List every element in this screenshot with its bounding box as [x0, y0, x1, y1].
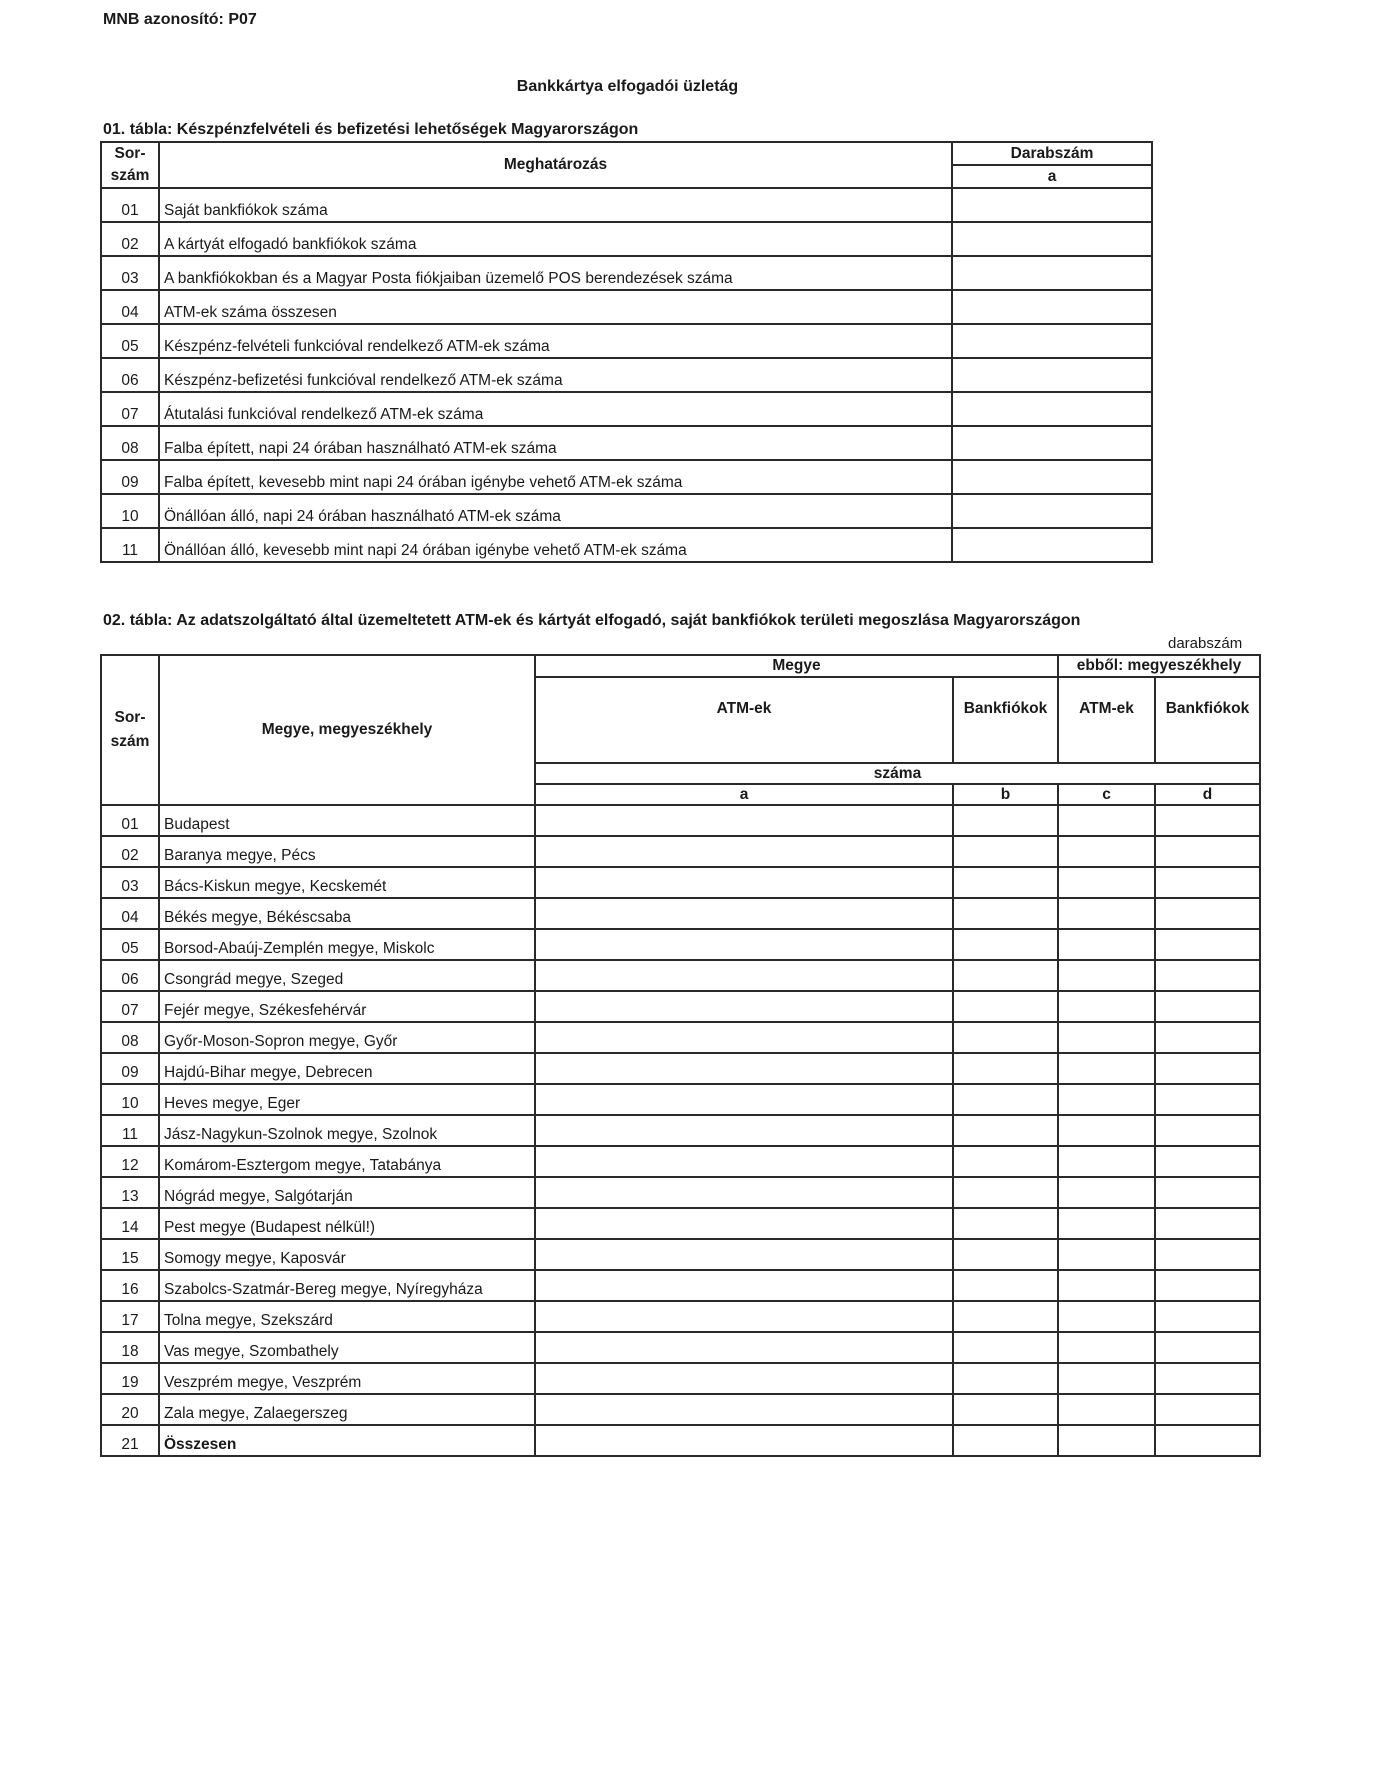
input-cell-b[interactable]	[953, 1208, 1058, 1239]
input-cell-d[interactable]	[1155, 1022, 1260, 1053]
input-cell-d[interactable]	[1155, 898, 1260, 929]
input-cell-b[interactable]	[953, 1115, 1058, 1146]
input-cell-b[interactable]	[953, 991, 1058, 1022]
row-number: 03	[101, 256, 159, 290]
table-row	[101, 1270, 1260, 1301]
input-cell-c[interactable]	[1058, 1363, 1155, 1394]
table-row	[101, 929, 1260, 960]
input-cell-c[interactable]	[1058, 867, 1155, 898]
input-cell-a[interactable]	[535, 1301, 953, 1332]
input-cell-a[interactable]	[535, 867, 953, 898]
row-label: ATM-ek száma összesen	[159, 290, 952, 324]
table-row	[101, 222, 1152, 256]
input-cell-b[interactable]	[953, 1239, 1058, 1270]
row-number: 10	[101, 494, 159, 528]
row-number: 20	[101, 1394, 159, 1425]
input-cell-a[interactable]	[535, 1146, 953, 1177]
input-cell-b[interactable]	[953, 898, 1058, 929]
table-row	[101, 392, 1152, 426]
input-cell-c[interactable]	[1058, 898, 1155, 929]
row-number: 21	[101, 1425, 159, 1456]
t2-col-b-header: b	[953, 784, 1058, 805]
row-number: 05	[101, 929, 159, 960]
input-cell-darabszam[interactable]	[952, 256, 1152, 290]
input-cell-c[interactable]	[1058, 991, 1155, 1022]
table-row	[101, 1332, 1260, 1363]
t2-col-ebbol-header: ebből: megyeszékhely	[1058, 655, 1260, 677]
col-darabszam-header: Darabszám	[952, 142, 1152, 165]
input-cell-d[interactable]	[1155, 1301, 1260, 1332]
table-row	[101, 1363, 1260, 1394]
institution-id: MNB azonosító: P07	[103, 11, 257, 28]
table-row	[101, 1177, 1260, 1208]
t2-col-atm-header: ATM-ek	[535, 677, 953, 763]
input-cell-b[interactable]	[953, 960, 1058, 991]
table-row	[101, 528, 1152, 562]
row-label: A kártyát elfogadó bankfiókok száma	[159, 222, 952, 256]
input-cell-d[interactable]	[1155, 805, 1260, 836]
input-cell-c[interactable]	[1058, 1270, 1155, 1301]
t2-col-sorszam-header	[101, 655, 159, 805]
table-row	[101, 1053, 1260, 1084]
input-cell-a[interactable]	[535, 1115, 953, 1146]
row-label: Tolna megye, Szekszárd	[159, 1301, 535, 1332]
row-number: 06	[101, 358, 159, 392]
table-row	[101, 1146, 1260, 1177]
row-label: Falba épített, kevesebb mint napi 24 órában igénybe vehető ATM-ek száma	[159, 460, 952, 494]
row-number: 03	[101, 867, 159, 898]
t2-col-bankfiok2-header: Bankfiókok	[1155, 677, 1260, 763]
input-cell-d[interactable]	[1155, 867, 1260, 898]
t2-col-sor-text: Sor-	[114, 709, 146, 726]
row-number: 04	[101, 290, 159, 324]
input-cell-a[interactable]	[535, 1394, 953, 1425]
table2-title: 02. tábla: Az adatszolgáltató által üzemeltetett ATM-ek és kártyát elfogadó, saját bankfiókok területi megoszlása Magyarországon	[103, 612, 1081, 629]
t2-col-atm2-header: ATM-ek	[1058, 677, 1155, 763]
row-label: Baranya megye, Pécs	[159, 836, 535, 867]
table-row	[101, 1425, 1260, 1456]
input-cell-a[interactable]	[535, 1270, 953, 1301]
table-row	[101, 1022, 1260, 1053]
row-number: 07	[101, 392, 159, 426]
row-label: Készpénz-felvételi funkcióval rendelkező ATM-ek száma	[159, 324, 952, 358]
row-number: 07	[101, 991, 159, 1022]
input-cell-c[interactable]	[1058, 1208, 1155, 1239]
row-number: 02	[101, 836, 159, 867]
input-cell-a[interactable]	[535, 836, 953, 867]
row-number: 08	[101, 1022, 159, 1053]
row-number: 02	[101, 222, 159, 256]
input-cell-d[interactable]	[1155, 929, 1260, 960]
input-cell-a[interactable]	[535, 991, 953, 1022]
table-row	[101, 898, 1260, 929]
input-cell-d[interactable]	[1155, 1208, 1260, 1239]
row-number: 06	[101, 960, 159, 991]
row-label: Pest megye (Budapest nélkül!)	[159, 1208, 535, 1239]
table-row	[101, 188, 1152, 222]
row-label: Önállóan álló, napi 24 órában használható ATM-ek száma	[159, 494, 952, 528]
table-row	[101, 867, 1260, 898]
input-cell-b[interactable]	[953, 1332, 1058, 1363]
row-label: Győr-Moson-Sopron megye, Győr	[159, 1022, 535, 1053]
input-cell-c[interactable]	[1058, 1239, 1155, 1270]
table-row	[101, 460, 1152, 494]
input-cell-c[interactable]	[1058, 1394, 1155, 1425]
input-cell-darabszam[interactable]	[952, 528, 1152, 562]
row-number: 12	[101, 1146, 159, 1177]
table-row	[101, 358, 1152, 392]
row-label: Falba épített, napi 24 órában használható ATM-ek száma	[159, 426, 952, 460]
row-label: Készpénz-befizetési funkcióval rendelkező ATM-ek száma	[159, 358, 952, 392]
input-cell-c[interactable]	[1058, 836, 1155, 867]
table-row	[101, 1239, 1260, 1270]
t2-col-megye-header: Megye	[535, 655, 1058, 677]
table2	[100, 654, 1261, 1457]
row-label: Nógrád megye, Salgótarján	[159, 1177, 535, 1208]
input-cell-b[interactable]	[953, 1394, 1058, 1425]
input-cell-c[interactable]	[1058, 1146, 1155, 1177]
input-cell-darabszam[interactable]	[952, 392, 1152, 426]
input-cell-d[interactable]	[1155, 1425, 1260, 1456]
input-cell-d[interactable]	[1155, 1053, 1260, 1084]
table-row	[101, 805, 1260, 836]
table-row	[101, 494, 1152, 528]
row-label: A bankfiókokban és a Magyar Posta fiókjaiban üzemelő POS berendezések száma	[159, 256, 952, 290]
row-number: 13	[101, 1177, 159, 1208]
document-title: Bankkártya elfogadói üzletág	[516, 78, 739, 95]
row-number: 15	[101, 1239, 159, 1270]
input-cell-a[interactable]	[535, 1332, 953, 1363]
input-cell-darabszam[interactable]	[952, 324, 1152, 358]
row-number: 16	[101, 1270, 159, 1301]
row-label: Fejér megye, Székesfehérvár	[159, 991, 535, 1022]
col-a-header: a	[952, 165, 1152, 188]
row-label: Békés megye, Békéscsaba	[159, 898, 535, 929]
table-row	[101, 1084, 1260, 1115]
table-row	[101, 1115, 1260, 1146]
input-cell-a[interactable]	[535, 1363, 953, 1394]
input-cell-c[interactable]	[1058, 960, 1155, 991]
input-cell-d[interactable]	[1155, 1270, 1260, 1301]
input-cell-d[interactable]	[1155, 1394, 1260, 1425]
row-label: Átutalási funkcióval rendelkező ATM-ek száma	[159, 392, 952, 426]
row-label: Vas megye, Szombathely	[159, 1332, 535, 1363]
input-cell-d[interactable]	[1155, 1332, 1260, 1363]
table-row	[101, 1394, 1260, 1425]
input-cell-b[interactable]	[953, 929, 1058, 960]
row-label: Budapest	[159, 805, 535, 836]
input-cell-b[interactable]	[953, 1270, 1058, 1301]
input-cell-darabszam[interactable]	[952, 222, 1152, 256]
input-cell-a[interactable]	[535, 929, 953, 960]
row-number: 11	[101, 1115, 159, 1146]
row-label: Jász-Nagykun-Szolnok megye, Szolnok	[159, 1115, 535, 1146]
row-number: 18	[101, 1332, 159, 1363]
input-cell-a[interactable]	[535, 1177, 953, 1208]
t2-col-c-header: c	[1058, 784, 1155, 805]
table-row	[101, 960, 1260, 991]
input-cell-darabszam[interactable]	[952, 290, 1152, 324]
input-cell-darabszam[interactable]	[952, 460, 1152, 494]
input-cell-b[interactable]	[953, 805, 1058, 836]
input-cell-c[interactable]	[1058, 1115, 1155, 1146]
input-cell-b[interactable]	[953, 1177, 1058, 1208]
row-number: 19	[101, 1363, 159, 1394]
col-szam-text: szám	[110, 167, 150, 184]
input-cell-a[interactable]	[535, 1425, 953, 1456]
table1-body	[101, 188, 1152, 562]
input-cell-b[interactable]	[953, 1363, 1058, 1394]
input-cell-c[interactable]	[1058, 1022, 1155, 1053]
input-cell-d[interactable]	[1155, 1177, 1260, 1208]
table-row	[101, 426, 1152, 460]
table2-body	[101, 805, 1260, 1456]
row-number: 01	[101, 188, 159, 222]
row-label: Szabolcs-Szatmár-Bereg megye, Nyíregyháza	[159, 1270, 535, 1301]
row-number: 04	[101, 898, 159, 929]
row-number: 14	[101, 1208, 159, 1239]
t2-col-d-header: d	[1155, 784, 1260, 805]
row-label: Csongrád megye, Szeged	[159, 960, 535, 991]
t2-col-szama-header: száma	[535, 763, 1260, 784]
input-cell-c[interactable]	[1058, 805, 1155, 836]
table1-title: 01. tábla: Készpénzfelvételi és befizetési lehetőségek Magyarországon	[103, 121, 639, 138]
row-label: Összesen	[159, 1425, 535, 1456]
table-row	[101, 1208, 1260, 1239]
table-row	[101, 836, 1260, 867]
input-cell-a[interactable]	[535, 898, 953, 929]
input-cell-d[interactable]	[1155, 991, 1260, 1022]
row-label: Önállóan álló, kevesebb mint napi 24 órában igénybe vehető ATM-ek száma	[159, 528, 952, 562]
input-cell-a[interactable]	[535, 1053, 953, 1084]
input-cell-d[interactable]	[1155, 1084, 1260, 1115]
input-cell-c[interactable]	[1058, 929, 1155, 960]
input-cell-darabszam[interactable]	[952, 494, 1152, 528]
input-cell-b[interactable]	[953, 1084, 1058, 1115]
col-sorszam-header	[101, 142, 159, 188]
input-cell-c[interactable]	[1058, 1425, 1155, 1456]
t2-col-a-header: a	[535, 784, 953, 805]
row-number: 09	[101, 460, 159, 494]
input-cell-a[interactable]	[535, 1084, 953, 1115]
table-row	[101, 1301, 1260, 1332]
row-number: 09	[101, 1053, 159, 1084]
input-cell-d[interactable]	[1155, 1239, 1260, 1270]
table-row	[101, 991, 1260, 1022]
row-label: Bács-Kiskun megye, Kecskemét	[159, 867, 535, 898]
input-cell-b[interactable]	[953, 1053, 1058, 1084]
input-cell-d[interactable]	[1155, 960, 1260, 991]
t2-col-szam-text: szám	[110, 733, 150, 750]
row-label: Heves megye, Eger	[159, 1084, 535, 1115]
row-label: Komárom-Esztergom megye, Tatabánya	[159, 1146, 535, 1177]
row-number: 08	[101, 426, 159, 460]
row-label: Hajdú-Bihar megye, Debrecen	[159, 1053, 535, 1084]
input-cell-b[interactable]	[953, 1301, 1058, 1332]
input-cell-b[interactable]	[953, 1022, 1058, 1053]
input-cell-c[interactable]	[1058, 1053, 1155, 1084]
input-cell-a[interactable]	[535, 1208, 953, 1239]
row-number: 17	[101, 1301, 159, 1332]
input-cell-d[interactable]	[1155, 1146, 1260, 1177]
row-label: Somogy megye, Kaposvár	[159, 1239, 535, 1270]
input-cell-darabszam[interactable]	[952, 358, 1152, 392]
input-cell-b[interactable]	[953, 1425, 1058, 1456]
row-number: 05	[101, 324, 159, 358]
t2-col-bankfiok-header: Bankfiókok	[953, 677, 1058, 763]
input-cell-c[interactable]	[1058, 1177, 1155, 1208]
table-row	[101, 290, 1152, 324]
input-cell-b[interactable]	[953, 836, 1058, 867]
input-cell-c[interactable]	[1058, 1301, 1155, 1332]
col-sor-text: Sor-	[114, 145, 146, 162]
row-number: 11	[101, 528, 159, 562]
row-label: Veszprém megye, Veszprém	[159, 1363, 535, 1394]
input-cell-c[interactable]	[1058, 1084, 1155, 1115]
input-cell-d[interactable]	[1155, 1115, 1260, 1146]
input-cell-a[interactable]	[535, 805, 953, 836]
row-label: Zala megye, Zalaegerszeg	[159, 1394, 535, 1425]
table2-unit: darabszám	[1168, 635, 1243, 652]
input-cell-d[interactable]	[1155, 1363, 1260, 1394]
table1	[100, 141, 1153, 563]
input-cell-darabszam[interactable]	[952, 188, 1152, 222]
input-cell-darabszam[interactable]	[952, 426, 1152, 460]
input-cell-c[interactable]	[1058, 1332, 1155, 1363]
input-cell-a[interactable]	[535, 1239, 953, 1270]
input-cell-b[interactable]	[953, 1146, 1058, 1177]
col-meghatarozas-header: Meghatározás	[159, 142, 952, 188]
table-row	[101, 256, 1152, 290]
row-number: 01	[101, 805, 159, 836]
table-row	[101, 324, 1152, 358]
t2-col-megye-szekhely-header: Megye, megyeszékhely	[159, 655, 535, 805]
input-cell-d[interactable]	[1155, 836, 1260, 867]
input-cell-a[interactable]	[535, 1022, 953, 1053]
input-cell-a[interactable]	[535, 960, 953, 991]
input-cell-b[interactable]	[953, 867, 1058, 898]
row-label: Borsod-Abaúj-Zemplén megye, Miskolc	[159, 929, 535, 960]
row-number: 10	[101, 1084, 159, 1115]
row-label: Saját bankfiókok száma	[159, 188, 952, 222]
